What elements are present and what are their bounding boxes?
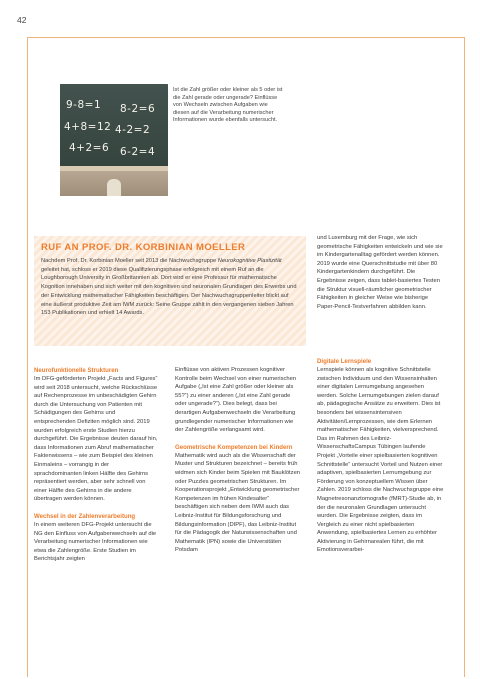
- equation-3: 4+8=12: [64, 121, 112, 133]
- left-column: [34, 366, 158, 564]
- equation-4: 4-2=2: [115, 124, 151, 136]
- paragraph-wechsel: In einem weiteren DFG-Projekt untersucht die NG den Einfluss von Aufgabenwechseln auf die Verarbeitung numerischer Informationen wie etwa die Zahlengröße. Erste Studien im Berichtsjahr zeigten: [34, 521, 157, 563]
- heading-geometrische: Geometrische Kompetenzen bei Kindern: [175, 443, 293, 451]
- box-text-part-1: Nachdem Prof. Dr. Korbinian Moeller seit 2013 die Nachwuchsgruppe: [41, 258, 218, 264]
- page-number: 42: [17, 15, 27, 25]
- paragraph-geometrische: Mathematik wird auch als die Wissenschaft der Muster und Strukturen bezeichnet – bereits früh widmen sich Kinder beim Spielen mit Bauklötzen oder Puzzles geometrischen Strukturen. Im Kooperationsprojekt „Entwicklung geometrischer Kompetenzen im frühen Kindesalter“ beschäftigen sich neben dem IWM auch das Leibniz-Institut für Bildungsforschung und Bildungsinformation (DIPF), das Leibniz-Institut für die Pädagogik der Naturwissenschaften und Mathematik (IPN) sowie die Universitäten Potsdam: [175, 452, 301, 554]
- box-title: RUF AN PROF. DR. KORBINIAN MOELLER: [41, 242, 246, 253]
- heading-neurofunktionelle: Neurofunktionelle Strukturen: [34, 367, 119, 374]
- lamp: [107, 179, 121, 196]
- equation-2: 8-2=6: [120, 103, 156, 115]
- paragraph-lernspiele: Lernspiele können als kognitive Schnittstelle zwischen Individuum und den Wissensinhalten einer digitalen Lernumgebung angesehen werden. Solche Lernumgebungen zielen darauf ab, pädagogische Ansätze zu erweitern. Dies ist besonders bei wissensintensiven Aktivitäten/Lernprozessen, wie dem Erlernen mathematischer Fähigkeiten, vielversprechend. Das im Rahmen des Leibniz-WissenschaftsCampus Tübingen laufende Projekt „Vorteile einer spielbasierten kognitiven Schnittstelle“ untersucht Vorteil und Nutzen einer adaptiven, spielbasierten Lernumgebung zur Förderung von konzeptuellem Wissen über Zahlen. 2019 schloss die Nachwuchsgruppe eine Magnetresonanztomografie (fMRT)-Studie ab, in der die neuronalen Grundlagen untersucht wurden. Die Ergebnisse zeigten, dass im Vergleich zu einer nicht spielbasierten Anwendung, spielbasiertes Lernen zu erhöhter Aktivierung in Gehirnarealen führt, die mit Emotionsverarbei-: [317, 367, 444, 554]
- box-text-part-2: geleitet hat, schloss er 2019 diese Qualifizierungsphase erfolgreich mit einem Ruf an die Loughborough University in Großbritannien ab. Dort wird er eine Professur für mathematische Kognition innehaben und sich weiter mit den kognitiven und neuronalen Grundlagen des Erwerbs und der Entwicklung mathematischer Fähigkeiten beschäftigen. Der Nachwuchsgruppenleiter blickt auf eine äußerst produktive Zeit am IWM zurück: Seine Gruppe zählt in den vergangenen sieben Jahren 153 Publikationen und erhielt 14 Awards.: [41, 266, 297, 317]
- paragraph-einfluesse: Einflüsse von aktiven Prozessen kognitiver Kontrolle beim Wechsel von einer numerischen Aufgabe („Ist eine Zahl größer oder kleiner als 55?“) zu einer anderen („Ist eine Zahl gerade oder ungerade?“). Dies belegt, dass bei derartigen Aufgabenwechseln die Verarbeitung grundlegender numerischer Informationen wie der Zahlengröße verlangsamt wird.: [175, 367, 297, 434]
- heading-wechsel: Wechsel in der Zahlenverarbeitung: [34, 512, 136, 520]
- equation-5: 4+2=6: [69, 142, 110, 154]
- chalkboard-photo: [60, 84, 168, 196]
- photo-caption: Ist die Zahl größer oder kleiner als 5 oder ist die Zahl gerade oder ungerade? Einflüsse von Wechseln zwischen Aufgaben wie diesen auf die Verarbeitung numerischer Informationen wurde ebenfalls untersucht.: [173, 87, 283, 124]
- equation-6: 6-2=4: [120, 146, 156, 158]
- box-text: [41, 257, 299, 318]
- heading-lernspiele: Digitale Lernspiele: [317, 358, 372, 365]
- right-column: [317, 357, 445, 555]
- right-column-intro: und Luxemburg mit der Frage, wie sich geometrische Fähigkeiten entwickeln und wie sie im Kindergartenalltag gefördert werden können. 2019 wurde eine Querschnittstudie mit über 80 Kindergartenkindern durchgeführt. Die Ergebnisse zeigen, dass tablet-basiertes Testen die Struktur visuell-räumlicher geometrischer Fähigkeiten in gleicher Weise wie bisherige Paper-Pencil-Testverfahren abbilden kann.: [317, 235, 443, 310]
- right-column-top: [317, 234, 445, 311]
- paragraph-facts-and-figures: Im DFG-geförderten Projekt „Facts and Figures“ wird seit 2018 untersucht, welche Rückschlüsse auf Rechenprozesse im unbeschädigten Gehirn durch die Untersuchung von Patienten mit Schädigungen des Gehirns und entsprechenden Defiziten möglich sind. 2019 wurden erfolgreich erste Studien hierzu durchgeführt. Die Ergebnisse deuten darauf hin, dass Informationen zum Abruf mathematischer Faktenwissens – wie zum Beispiel des kleinen Einmaleins – vorrangig in der sprachdominanten linken Hälfte des Gehirns repräsentiert werden, aber sehr schnell von einer Hälfte des Gehirns in die andere übertragen werden können.: [34, 376, 158, 503]
- box-text-italic: Neurokognitive Plastizität: [217, 258, 282, 264]
- equation-1: 9-8=1: [66, 99, 102, 111]
- middle-column: [175, 366, 301, 555]
